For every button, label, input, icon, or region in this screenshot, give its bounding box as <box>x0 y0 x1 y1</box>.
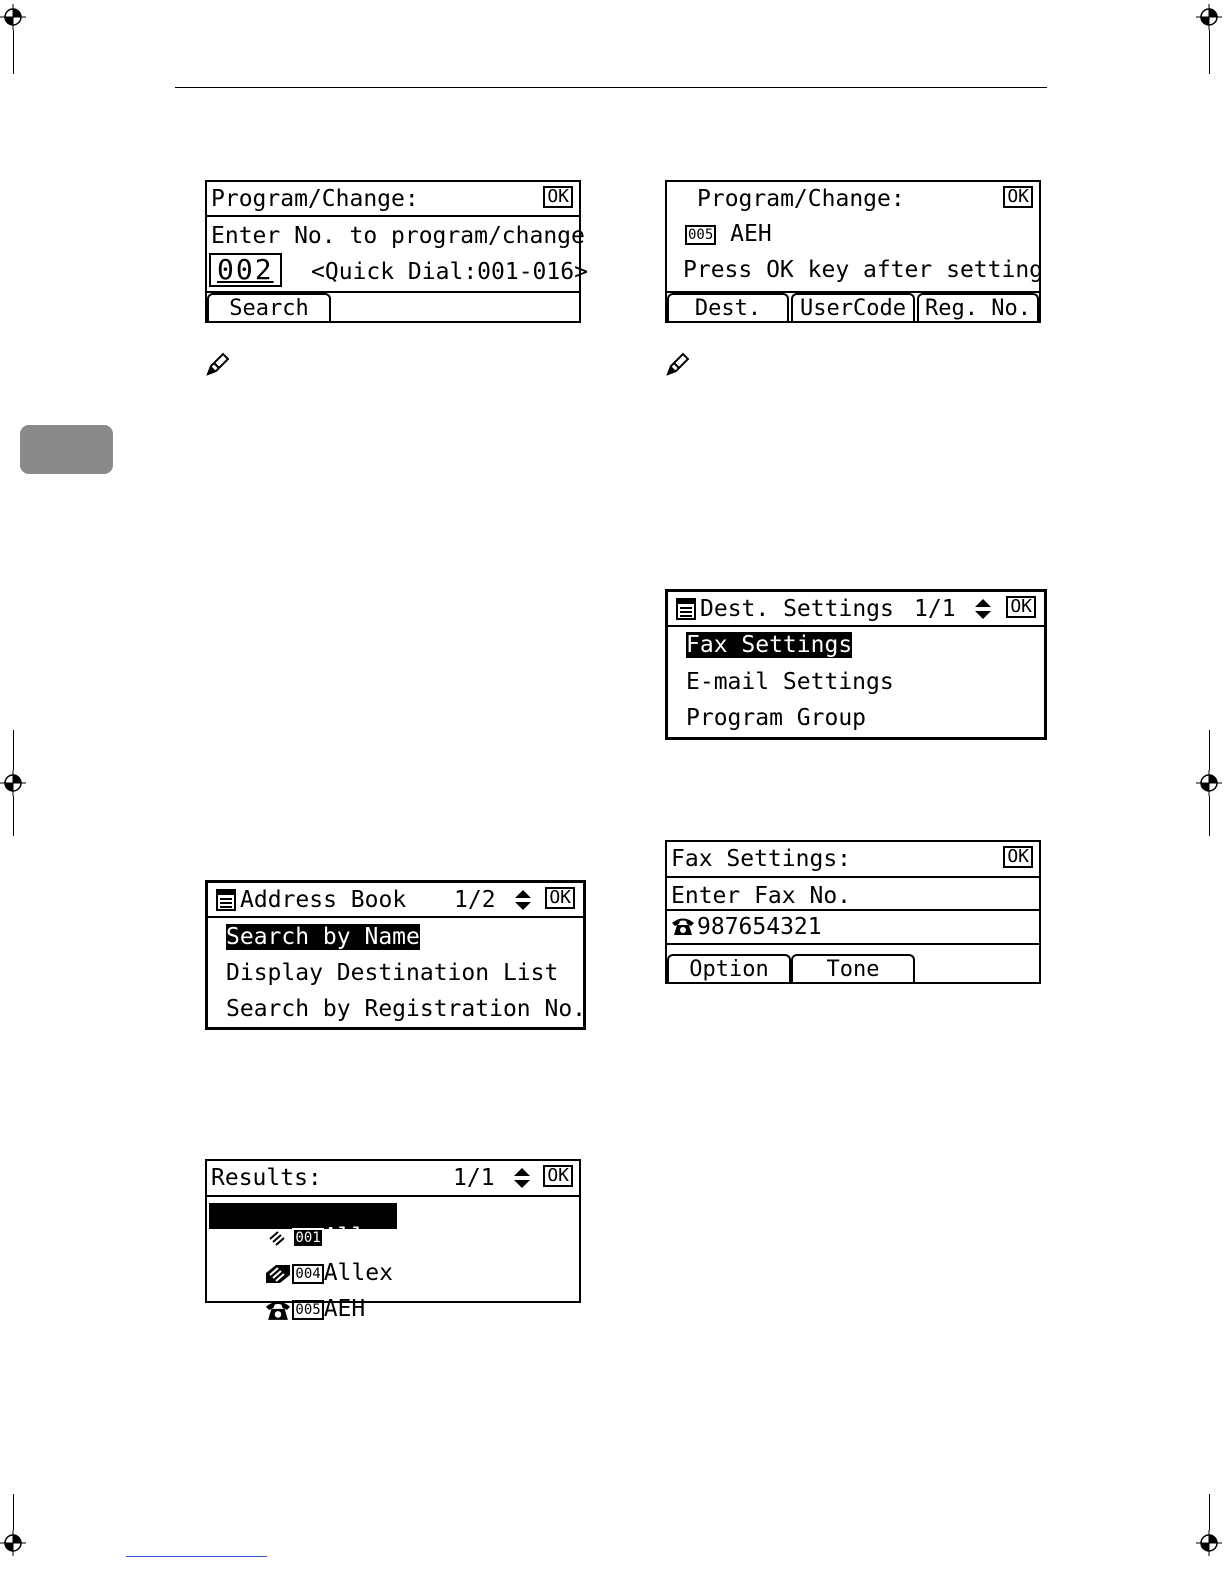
phone-icon <box>671 916 695 936</box>
note-pencil-icon <box>664 350 692 378</box>
reg-number-badge: 005 <box>685 225 716 245</box>
lcd-program-change-entry <box>665 180 1044 323</box>
menu-list-icon <box>676 598 696 620</box>
dest-tab[interactable]: Dest. <box>667 293 789 321</box>
panel-title: Program/Change: <box>211 186 419 212</box>
reg-number-badge: 004 <box>292 1264 323 1284</box>
divider <box>207 215 579 217</box>
lcd-address-book <box>205 880 586 1030</box>
range-text: <Quick Dial:001-016> <box>311 259 588 285</box>
entry-name: AEH <box>730 221 772 247</box>
divider <box>208 916 583 918</box>
menu-item-search-by-registration-no[interactable]: Search by Registration No. <box>226 996 587 1022</box>
tone-tab[interactable]: Tone <box>791 954 915 982</box>
divider <box>667 943 1039 945</box>
divider <box>207 1195 579 1197</box>
result-name: AEH <box>323 1296 366 1322</box>
divider <box>668 625 1044 627</box>
search-tab[interactable]: Search <box>207 293 331 321</box>
panel-title: Program/Change: <box>697 186 905 212</box>
crop-line <box>1209 1494 1210 1530</box>
menu-item-search-by-name[interactable]: Search by Name <box>226 924 420 950</box>
chapter-thumb-tab <box>20 425 113 474</box>
ok-key-icon: OK <box>1003 846 1033 868</box>
ok-key-icon: OK <box>545 887 575 909</box>
entry-line <box>685 223 1039 246</box>
divider <box>667 876 1039 878</box>
lcd-dest-settings <box>665 589 1047 740</box>
page-indicator: 1/1 <box>914 596 956 622</box>
lcd-program-change-number <box>205 180 588 323</box>
fax-number-field[interactable]: 987654321 <box>697 914 822 940</box>
option-tab[interactable]: Option <box>667 954 791 982</box>
result-row[interactable] <box>209 1203 397 1250</box>
ok-key-icon: OK <box>1006 596 1036 618</box>
result-name: Allen <box>323 1224 393 1250</box>
lcd-fax-settings <box>665 840 1041 984</box>
crop-line <box>13 30 14 74</box>
registration-mark-mid-left <box>0 770 26 796</box>
registration-mark-top-right <box>1196 4 1222 30</box>
registration-mark-bottom-right <box>1196 1530 1222 1556</box>
crop-line <box>1209 30 1210 74</box>
registration-mark-top-left <box>0 4 26 30</box>
note-pencil-icon <box>204 350 232 378</box>
ok-key-icon: OK <box>1003 186 1033 208</box>
menu-item-fax-settings[interactable]: Fax Settings <box>686 632 853 658</box>
scroll-arrows-icon[interactable] <box>513 1167 531 1189</box>
number-input[interactable]: 002 <box>209 253 282 287</box>
reg-number-badge: 001 <box>292 1228 323 1248</box>
lcd-results <box>205 1159 581 1322</box>
reg-number-badge: 005 <box>292 1300 323 1320</box>
menu-list-icon <box>216 889 236 911</box>
registration-mark-mid-right <box>1196 770 1222 796</box>
panel-title: Dest. Settings <box>700 596 894 622</box>
registration-mark-bottom-left <box>0 1530 26 1556</box>
crop-line <box>13 730 14 770</box>
menu-item-program-group[interactable]: Program Group <box>686 705 867 731</box>
scroll-arrows-icon[interactable] <box>514 889 532 911</box>
menu-item-display-destination-list[interactable]: Display Destination List <box>226 960 559 986</box>
ok-key-icon: OK <box>543 1165 573 1187</box>
phone-icon <box>264 1299 292 1321</box>
crop-line <box>13 1494 14 1530</box>
result-name: Allex <box>323 1260 393 1286</box>
page-indicator: 1/2 <box>454 887 496 913</box>
header-rule <box>175 87 1047 88</box>
footer-link-line <box>126 1556 267 1557</box>
divider <box>667 909 1039 911</box>
result-row[interactable] <box>209 1275 579 1344</box>
crop-line <box>1209 796 1210 836</box>
reg-no-tab[interactable]: Reg. No. <box>917 293 1039 321</box>
panel-title: Address Book <box>240 887 407 913</box>
instruction-text: Enter Fax No. <box>671 883 852 909</box>
crop-line <box>1209 730 1210 770</box>
panel-title: Fax Settings: <box>671 846 852 872</box>
panel-title: Results: <box>211 1165 322 1191</box>
page-indicator: 1/1 <box>453 1165 495 1191</box>
usercode-tab[interactable]: UserCode <box>791 293 915 321</box>
ok-key-icon: OK <box>543 186 573 208</box>
instruction-text: Press OK key after setting <box>683 257 1044 283</box>
crop-line <box>13 796 14 836</box>
menu-item-email-settings[interactable]: E-mail Settings <box>686 669 894 695</box>
instruction-text: Enter No. to program/change <box>211 223 585 249</box>
scroll-arrows-icon[interactable] <box>974 598 992 620</box>
